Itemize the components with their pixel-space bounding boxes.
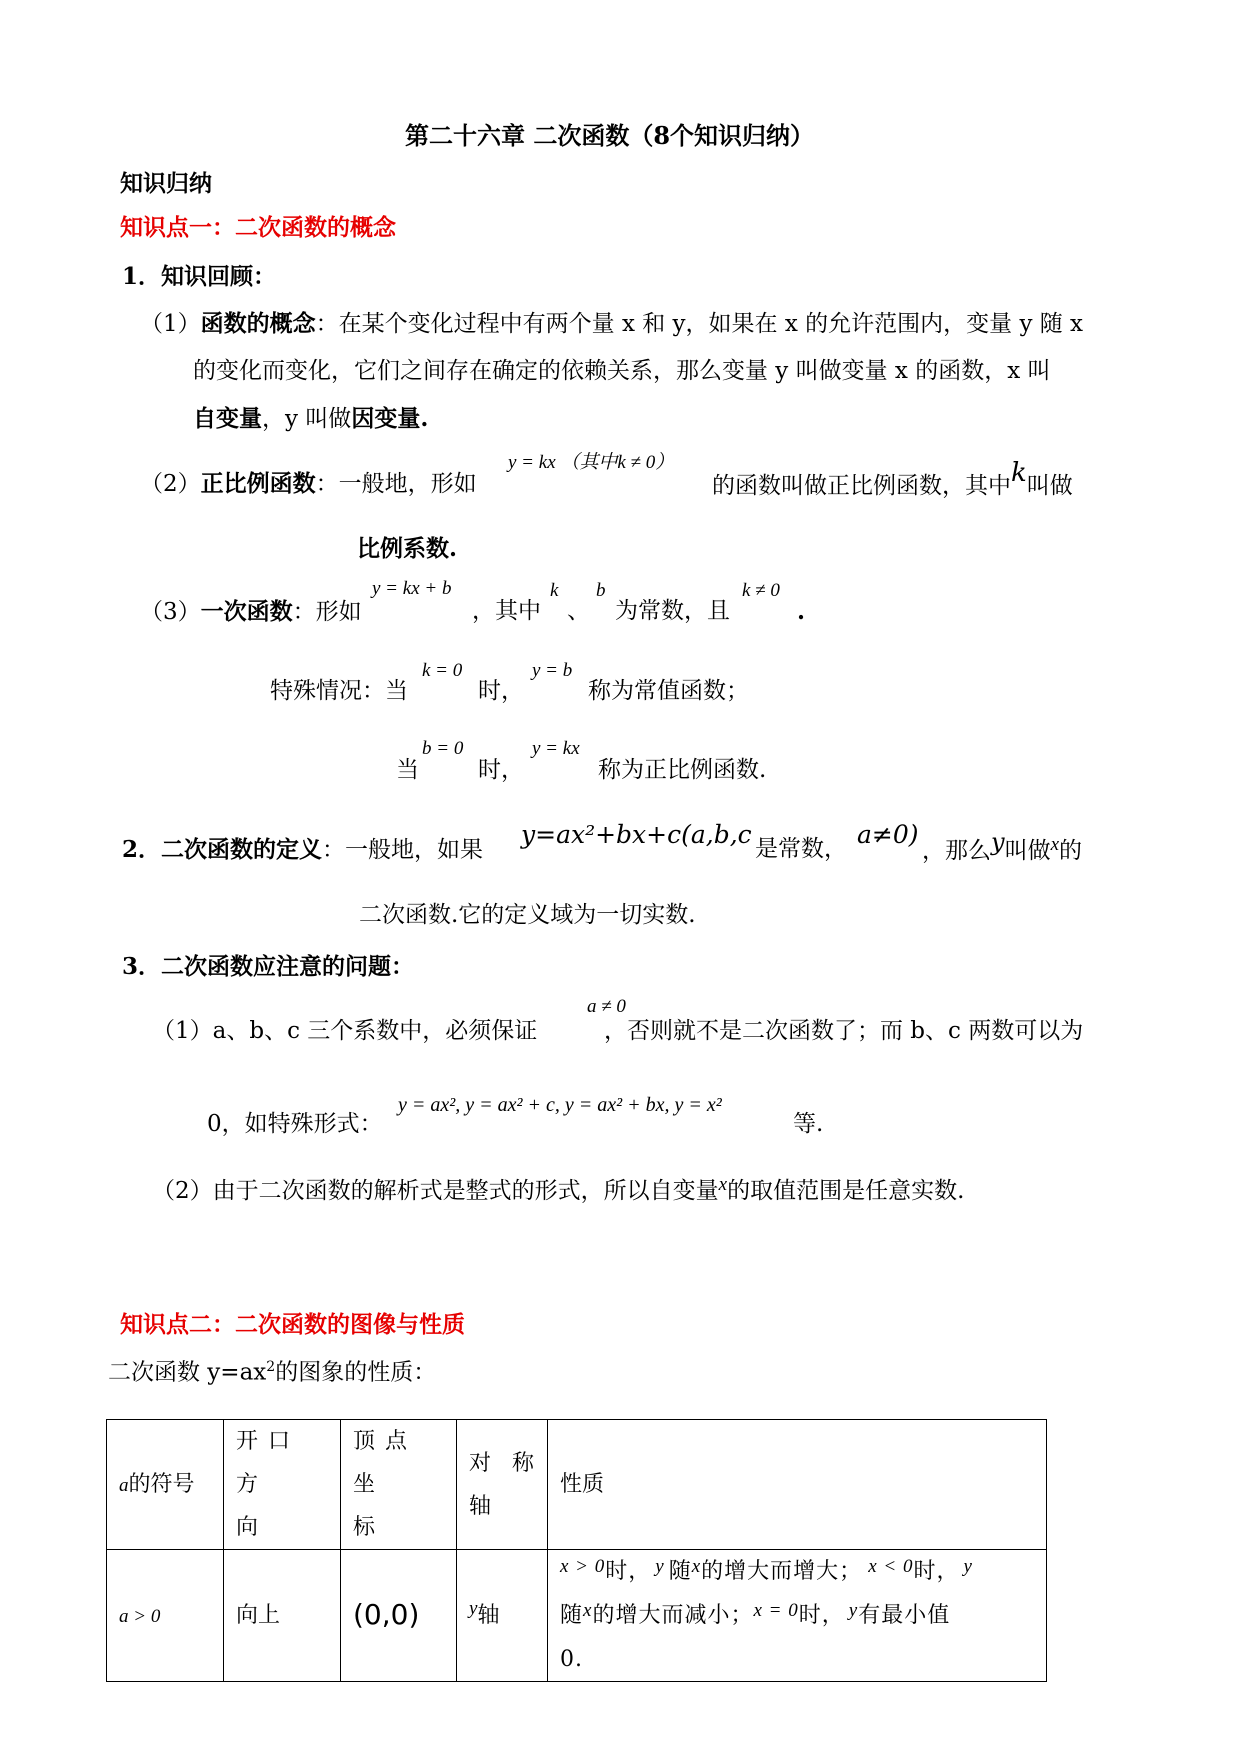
- row-condition: [107, 1550, 224, 1682]
- item2-title: 2．二次函数的定义: [122, 836, 323, 863]
- n1-line2-text: 0，如特殊形式：: [207, 1111, 383, 1137]
- sp1-cond: k = 0: [422, 660, 463, 681]
- kp1-p1-line3: [193, 405, 428, 434]
- n1-formula: y = ax², y = ax² + c, y = ax² + bx, y = x²: [398, 1094, 722, 1116]
- page-title: 第二十六章 二次函数（8个知识归纳）: [405, 121, 815, 150]
- header-opening-line1: 开口方: [236, 1429, 301, 1497]
- header-opening: [224, 1420, 341, 1550]
- kp1-item1-title: 1．知识回顾：: [122, 263, 277, 290]
- header-axis-line1: 对 称: [469, 1450, 534, 1476]
- table-row: [107, 1550, 1047, 1682]
- n2-text2: 的取值范围是任意实数.: [727, 1178, 965, 1204]
- kp2-intro-suffix: 的图象的性质：: [275, 1359, 437, 1386]
- p2-formula: y = kx （其中k ≠ 0）: [508, 452, 675, 473]
- p3-text3: 为常数，且: [615, 598, 730, 624]
- kp1-item2-line: [122, 836, 483, 865]
- props-l1-c2: x < 0: [868, 1556, 914, 1577]
- p3-k: k: [550, 580, 559, 601]
- props-l1-t4: 时，: [913, 1559, 960, 1584]
- p3-formula: y = kx + b: [372, 578, 452, 599]
- sp2-text3: [598, 757, 766, 785]
- header-axis-line2: 轴: [469, 1493, 492, 1519]
- props-l2-v2: y: [848, 1600, 859, 1621]
- term-dependent-variable: 因变量: [351, 405, 421, 432]
- header-sign-text: 的符号: [128, 1471, 195, 1497]
- props-l1-v1: y: [655, 1556, 665, 1577]
- sp1-text3: 称为常值函数；: [588, 678, 749, 704]
- p2-text2-content: 的函数叫做正比例函数，其中: [712, 473, 1011, 499]
- n2-x: x: [718, 1174, 728, 1195]
- p3-b: b: [596, 580, 606, 601]
- sp2-cond: b = 0: [422, 738, 464, 759]
- n2-text1: （2）由于二次函数的解析式是整式的形式，所以自变量: [152, 1178, 719, 1204]
- p3-text2: ，其中: [472, 598, 541, 624]
- props-line1: [560, 1550, 1034, 1594]
- header-vertex-line1: 顶点坐: [353, 1429, 418, 1497]
- p1-end: .: [420, 405, 429, 432]
- n1-end: 等.: [793, 1111, 824, 1137]
- header-vertex: [341, 1420, 457, 1550]
- props-l2-c1: x = 0: [753, 1600, 799, 1621]
- item2-text2: 是常数，: [755, 836, 847, 862]
- header-sign: [107, 1420, 224, 1550]
- props-l2-v1: x: [583, 1600, 593, 1621]
- p2-text2: [712, 458, 1073, 501]
- item2-text1: ：一般地，如果: [322, 837, 484, 863]
- term-independent-variable: 自变量: [193, 405, 262, 432]
- sp2-text3-content: 称为正比例函数.: [598, 757, 767, 783]
- row-axis-var: y: [469, 1597, 478, 1619]
- props-line2: [560, 1594, 1034, 1638]
- p3-cond: k ≠ 0: [742, 580, 780, 601]
- p2-k: k: [1011, 458, 1027, 488]
- kp1-p2-line: [140, 470, 477, 499]
- n1-text1: （1）a、b、c 三个系数中，必须保证: [152, 1018, 538, 1044]
- header-opening-line2: 向: [236, 1515, 259, 1540]
- term-proportional-coefficient: 比例系数.: [357, 535, 458, 562]
- item2-cond: a≠0): [857, 820, 919, 849]
- props-l1-t1: 时，: [605, 1559, 652, 1584]
- header-sign-var: a: [119, 1474, 129, 1496]
- p3-term: 一次函数: [200, 598, 293, 625]
- p1-term: 函数的概念: [200, 310, 316, 337]
- props-l1-c1: x > 0: [560, 1556, 606, 1577]
- table-header-row: [107, 1420, 1047, 1550]
- sp2-text1: 当: [396, 757, 419, 783]
- kp1-p1-line2: 的变化而变化，它们之间存在确定的依赖关系，那么变量 y 叫做变量 x 的函数，x 叫: [193, 358, 1051, 384]
- sp2-formula: y = kx: [532, 738, 580, 759]
- item2-y: y: [991, 828, 1005, 856]
- row-axis: [457, 1550, 548, 1682]
- n1-cond: a ≠ 0: [587, 996, 626, 1017]
- section-heading: 知识归纳: [120, 170, 212, 197]
- p3-end: .: [797, 598, 806, 625]
- props-l2-t1: 随: [560, 1603, 584, 1628]
- kp2-intro-prefix: 二次函数 y=ax: [108, 1359, 267, 1386]
- p3-text1: ：形如: [292, 599, 362, 625]
- props-l2-t3: 时，: [798, 1603, 845, 1628]
- p2-term: 正比例函数: [200, 470, 316, 497]
- props-l2-t2: 的增大而减小；: [592, 1603, 754, 1628]
- row-condition-text: a > 0: [119, 1605, 161, 1627]
- p2-number: （2）: [140, 471, 201, 497]
- n1-text2: ，否则就不是二次函数了；而 b、c 两数可以为: [604, 1018, 1084, 1044]
- header-axis: [457, 1420, 548, 1550]
- item2-text4: 叫做: [1004, 838, 1051, 864]
- p3-number: （3）: [140, 599, 201, 625]
- row-opening: 向上: [224, 1550, 341, 1682]
- props-l1-t3: 的增大而增大；: [701, 1559, 863, 1584]
- item2-line2: 二次函数.它的定义域为一切实数.: [359, 902, 696, 928]
- kp1-p3-line: [140, 598, 362, 627]
- props-l1-v3: y: [963, 1556, 973, 1577]
- kp2-intro-sup: 2: [266, 1359, 276, 1375]
- sp1-text1: 特殊情况：当: [270, 678, 408, 704]
- kp1-p1-line1: [140, 310, 1083, 339]
- props-l1-v2: x: [691, 1556, 702, 1577]
- p1-number: （1）: [140, 311, 201, 337]
- p3-sep: 、: [567, 598, 590, 624]
- header-properties: 性质: [548, 1420, 1047, 1550]
- row-axis-text: 轴: [477, 1602, 500, 1628]
- p2-text3: 叫做: [1026, 473, 1073, 499]
- sp1-text2: 时，: [478, 678, 524, 704]
- kp1-item3-title: 3．二次函数应注意的问题：: [122, 953, 415, 980]
- row-vertex-text: (0,0): [353, 1597, 420, 1631]
- row-properties: [548, 1550, 1047, 1682]
- kp2-intro: [108, 1359, 436, 1387]
- p1-mid: ，y 叫做: [262, 406, 352, 432]
- props-l1-t2: 随: [668, 1559, 692, 1584]
- row-vertex: [341, 1550, 457, 1682]
- p2-text1: ：一般地，形如: [315, 471, 477, 497]
- kp2-heading: 知识点二：二次函数的图像与性质: [120, 1311, 465, 1338]
- props-line3: 0.: [560, 1647, 583, 1672]
- sp2-text2: 时，: [478, 757, 524, 783]
- props-l2-t4: 有最小值: [858, 1603, 951, 1628]
- header-vertex-line2: 标: [353, 1515, 376, 1540]
- item2-formula: y=ax²+bx+c(a,b,c: [521, 820, 752, 849]
- kp1-heading: 知识点一：二次函数的概念: [120, 214, 396, 241]
- item2-text5: 的: [1059, 838, 1082, 864]
- p1-text: ：在某个变化过程中有两个量 x 和 y，如果在 x 的允许范围内，变量 y 随 x: [315, 311, 1084, 337]
- sp1-formula: y = b: [532, 660, 573, 681]
- n2-line: [152, 1174, 965, 1206]
- item2-text3: ，那么: [922, 838, 991, 864]
- properties-table: [106, 1419, 1047, 1682]
- item2-x: x: [1050, 834, 1059, 855]
- item2-tail: [922, 828, 1082, 866]
